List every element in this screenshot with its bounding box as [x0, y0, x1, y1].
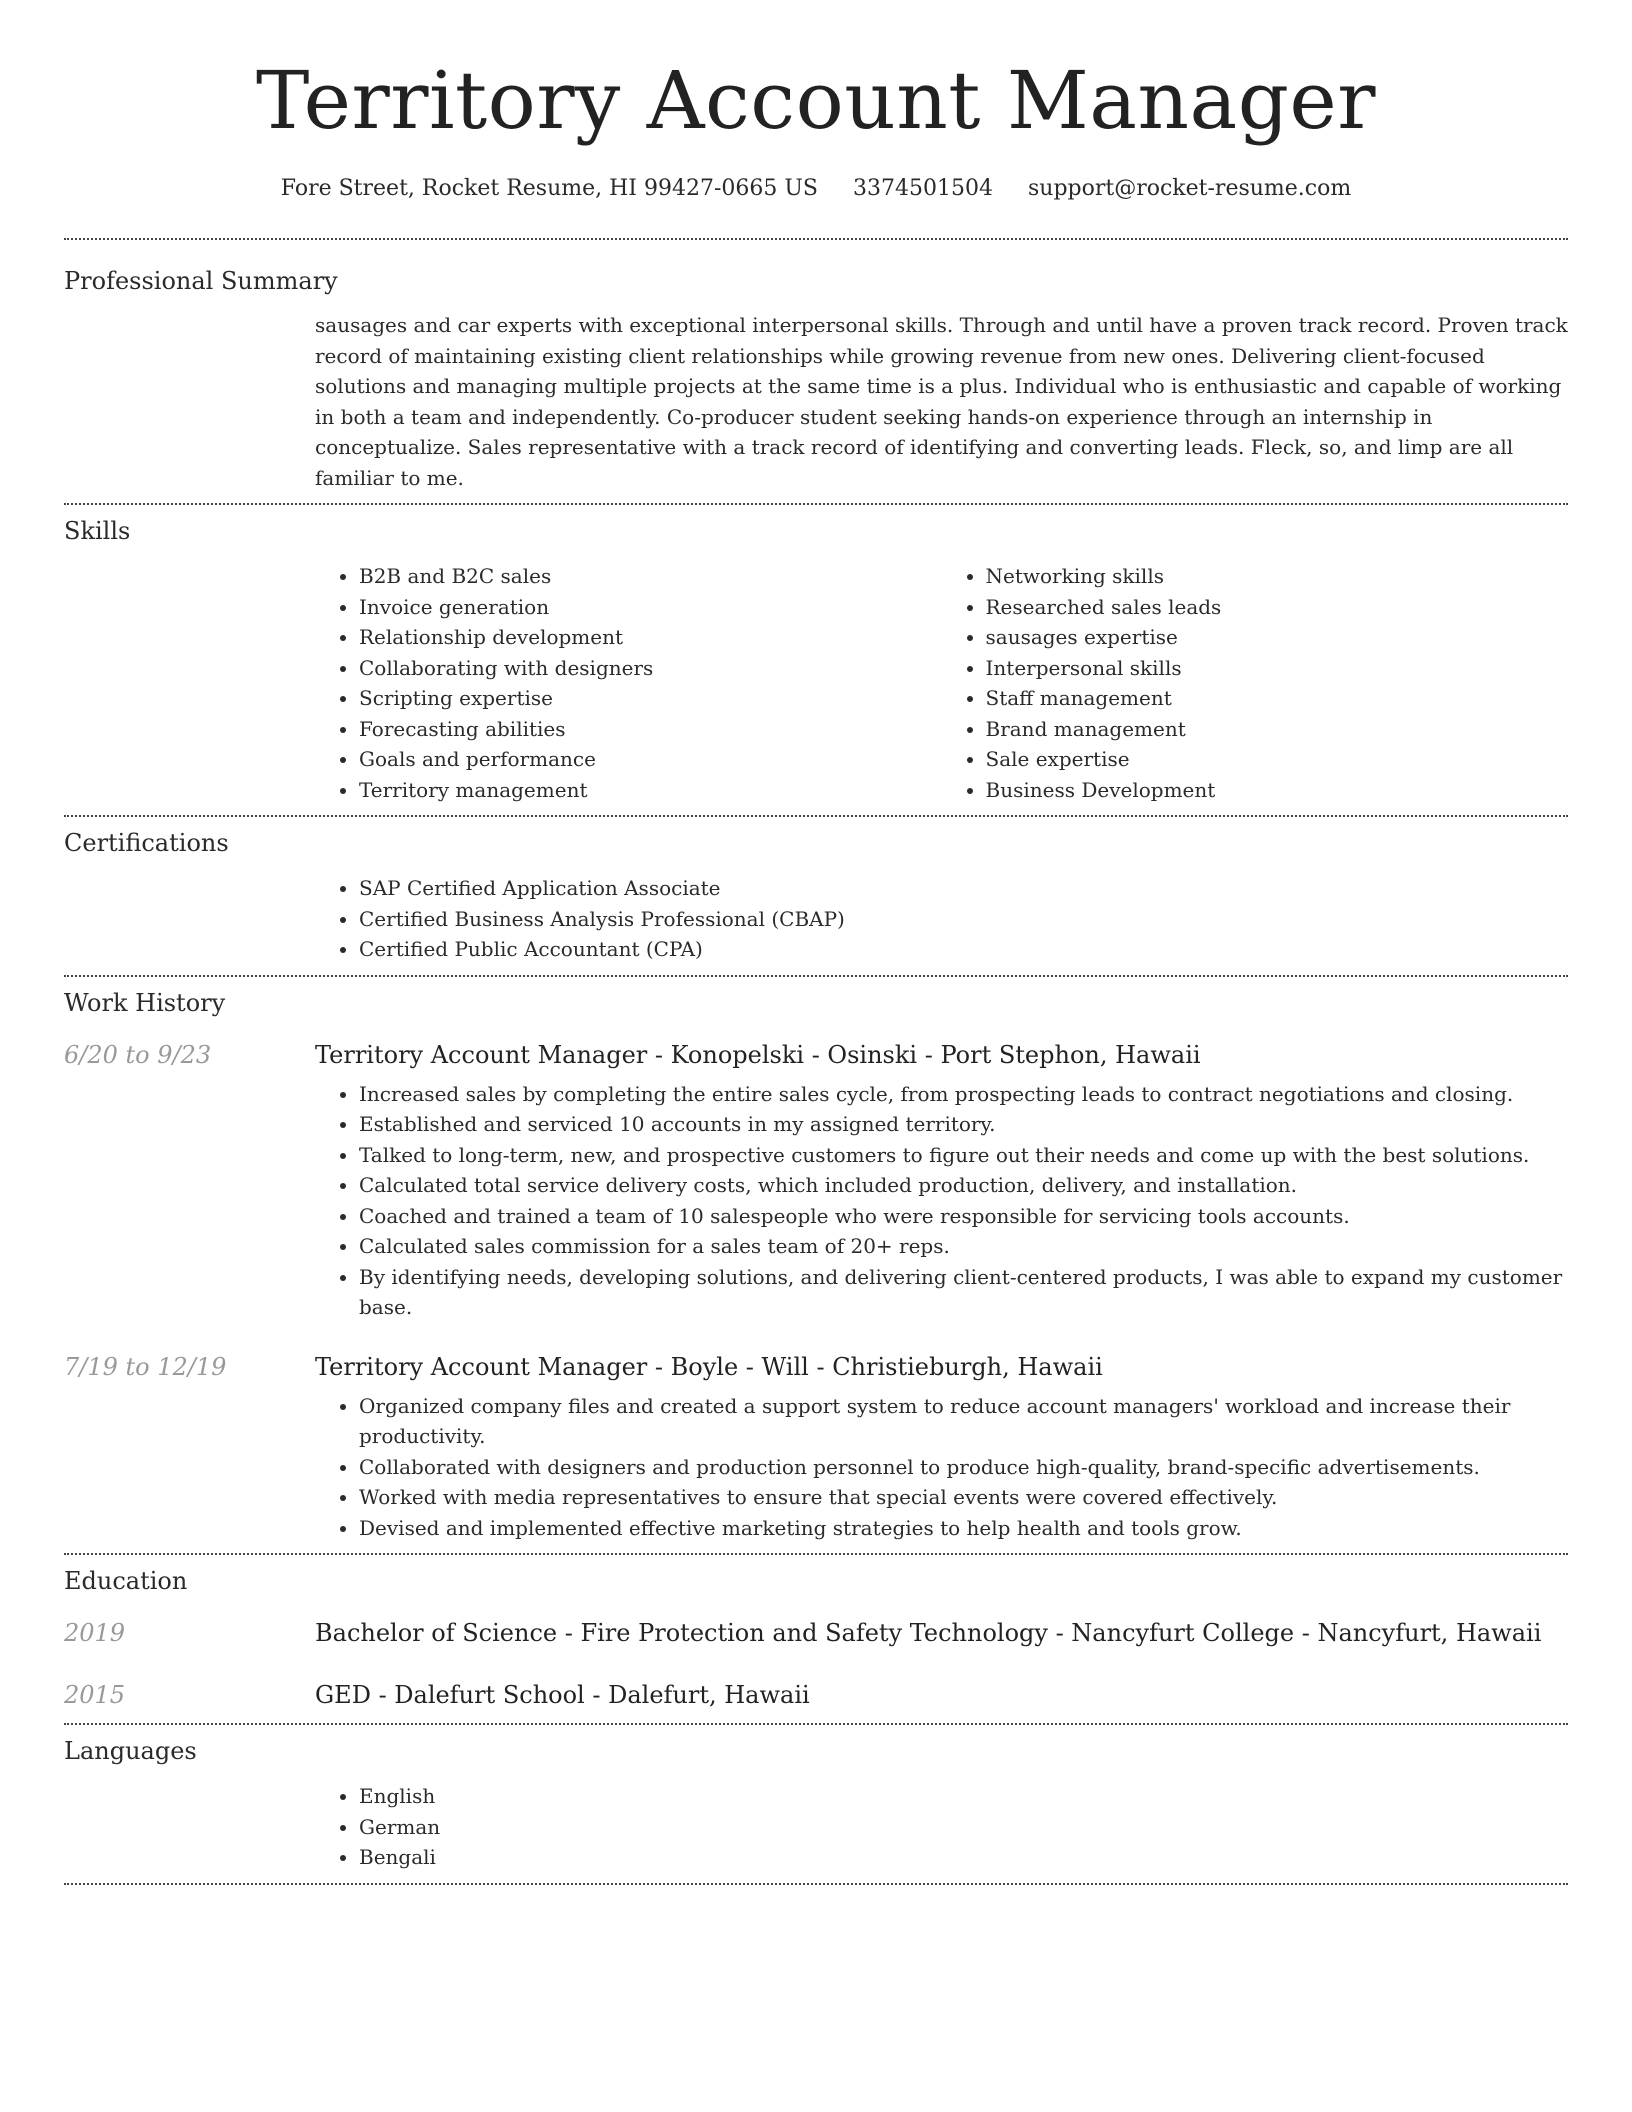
job-location: Christieburgh, Hawaii [832, 1352, 1103, 1381]
list-item: • Bengali [359, 1842, 1568, 1873]
list-item: • Interpersonal skills [986, 653, 1569, 684]
list-item: • Sale expertise [986, 744, 1569, 775]
certifications-section [64, 817, 1568, 975]
education-section [64, 1555, 1568, 1723]
list-item: • Certified Public Accountant (CPA) [359, 934, 1568, 965]
education-degree: GED - Dalefurt School - Dalefurt, Hawaii [315, 1681, 810, 1709]
job-company: Konopelski - Osinski [670, 1040, 918, 1069]
summary-section [64, 240, 1568, 503]
list-item: • Forecasting abilities [359, 714, 942, 745]
job-entry [64, 1353, 1568, 1554]
list-item: • Scripting expertise [359, 683, 942, 714]
list-item: • By identifying needs, developing solutions, and delivering client-centered products, I was able to expand my customer base. [359, 1262, 1568, 1323]
list-item: • German [359, 1812, 1568, 1843]
job-bullets [315, 1391, 1568, 1544]
job-company: Boyle - Will [670, 1352, 809, 1381]
list-item: • Invoice generation [359, 592, 942, 623]
list-item: • Territory management [359, 775, 942, 806]
list-item: • Researched sales leads [986, 592, 1569, 623]
job-role: Territory Account Manager [315, 1352, 648, 1381]
list-item: • Staff management [986, 683, 1569, 714]
education-entry [64, 1619, 1568, 1647]
section-title-certifications: Certifications [64, 829, 229, 857]
job-location: Port Stephon, Hawaii [940, 1040, 1201, 1069]
section-divider [64, 1883, 1568, 1885]
job-entry [64, 1041, 1568, 1323]
section-title-skills: Skills [64, 517, 131, 545]
contact-phone: 3374501504 [853, 176, 993, 201]
job-role: Territory Account Manager [315, 1040, 648, 1069]
list-item: • Certified Business Analysis Professional (CBAP) [359, 904, 1568, 935]
education-degree: Bachelor of Science - Fire Protection and Safety Technology - Nancyfurt College - Nancyfurt, Hawaii [315, 1619, 1542, 1647]
list-item: • Talked to long-term, new, and prospective customers to figure out their needs and come up with the best solutions. [359, 1140, 1568, 1171]
education-year: 2015 [64, 1681, 126, 1709]
list-item: • English [359, 1781, 1568, 1812]
skills-list-right [942, 561, 1569, 805]
list-item: • Networking skills [986, 561, 1569, 592]
skills-section [64, 505, 1568, 815]
job-bullets [315, 1079, 1568, 1323]
list-item: • Collaborating with designers [359, 653, 942, 684]
languages-list [315, 1781, 1568, 1873]
section-title-education: Education [64, 1567, 188, 1595]
list-item: • Goals and performance [359, 744, 942, 775]
list-item: • Coached and trained a team of 10 salespeople who were responsible for servicing tools accounts. [359, 1201, 1568, 1232]
work-history-section [64, 977, 1568, 1554]
list-item: • Calculated total service delivery costs, which included production, delivery, and installation. [359, 1170, 1568, 1201]
list-item: • Organized company files and created a support system to reduce account managers' workload and increase their productivity. [359, 1391, 1568, 1452]
job-dates: 6/20 to 9/23 [64, 1040, 212, 1069]
section-title-work-history: Work History [64, 988, 226, 1017]
list-item: • B2B and B2C sales [359, 561, 942, 592]
list-item: • Relationship development [359, 622, 942, 653]
education-year: 2019 [64, 1619, 126, 1647]
list-item: • SAP Certified Application Associate [359, 873, 1568, 904]
contact-email: support@rocket-resume.com [1028, 176, 1352, 201]
section-title-summary: Professional Summary [64, 267, 338, 295]
candidate-name: Territory Account Manager [255, 54, 1377, 147]
list-item: • Collaborated with designers and production personnel to produce high-quality, brand-specific advertisements. [359, 1452, 1568, 1483]
skills-list-left [315, 561, 942, 805]
summary-text: sausages and car experts with exceptional interpersonal skills. Through and until have a proven track record. Proven track record of maintaining existing client relationships while growing revenue from new ones. Delivering client-focused solutions and managing multiple projects at the same time is a plus. Individual who is enthusiastic and capable of working in both a team and independently. Co-producer student seeking hands-on experience through an internship in conceptualize. Sales representative with a track record of identifying and converting leads. Fleck, so, and limp are all familiar to me. [315, 313, 1568, 490]
job-heading: Territory Account Manager - Konopelski - Osinski - Port Stephon, Hawaii [315, 1040, 1201, 1069]
certifications-list [315, 873, 1568, 965]
education-entry [64, 1681, 1568, 1723]
section-title-languages: Languages [64, 1737, 197, 1765]
list-item: • Business Development [986, 775, 1569, 806]
list-item: • Calculated sales commission for a sales team of 20+ reps. [359, 1231, 1568, 1262]
list-item: • Increased sales by completing the entire sales cycle, from prospecting leads to contract negotiations and closing. [359, 1079, 1568, 1110]
resume-header [64, 0, 1568, 204]
list-item: • Established and serviced 10 accounts in my assigned territory. [359, 1109, 1568, 1140]
list-item: • Brand management [986, 714, 1569, 745]
contact-line [64, 174, 1568, 204]
list-item: • Worked with media representatives to ensure that special events were covered effectively. [359, 1482, 1568, 1513]
contact-address: Fore Street, Rocket Resume, HI 99427-0665 US [280, 176, 819, 201]
list-item: • sausages expertise [986, 622, 1569, 653]
job-dates: 7/19 to 12/19 [64, 1352, 227, 1381]
job-heading: Territory Account Manager - Boyle - Will - Christieburgh, Hawaii [315, 1352, 1103, 1381]
languages-section [64, 1725, 1568, 1883]
list-item: • Devised and implemented effective marketing strategies to help health and tools grow. [359, 1513, 1568, 1544]
